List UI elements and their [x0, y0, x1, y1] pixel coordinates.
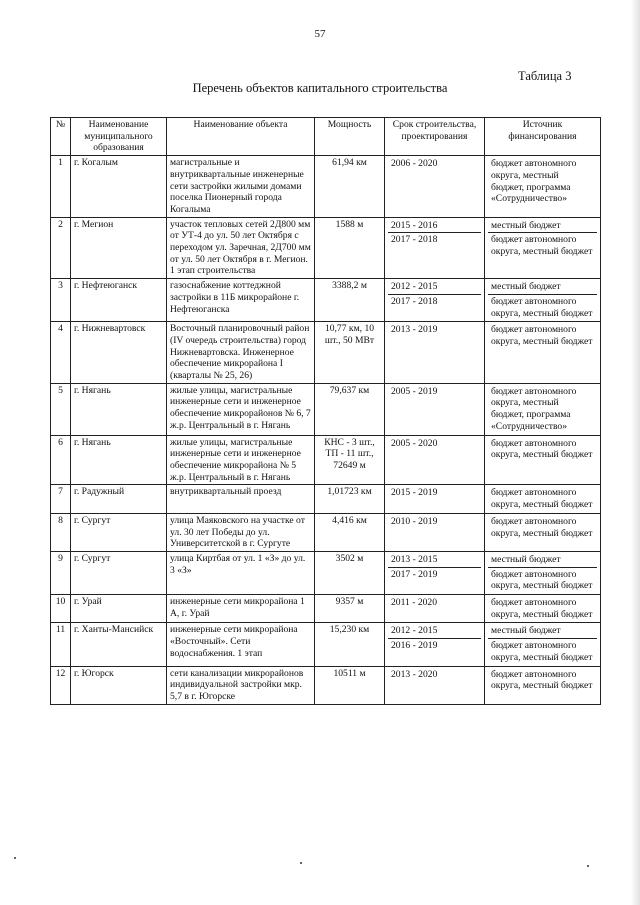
funding-source-value: бюджет автономного округа, местный бюджет, программа «Сотрудничество»: [491, 158, 577, 205]
period-value: 2017 - 2019: [391, 568, 438, 580]
table-row: [51, 156, 601, 218]
table-row: [51, 485, 601, 513]
funding-source-value: бюджет автономного округа, местный бюджет: [491, 487, 593, 511]
object-cell: магистральные и внутриквартальные инженерные сети застройки жилыми домами поселка Пионерный города Когалыма: [167, 156, 315, 218]
municipality-cell: г. Мегион: [71, 217, 167, 279]
header-capacity: Мощность: [315, 118, 385, 156]
header-num: №: [51, 118, 71, 156]
period-cell: [385, 156, 485, 218]
period-value: 2013 - 2019: [391, 324, 438, 336]
scan-speck: [587, 865, 589, 867]
table-row: [51, 551, 601, 594]
municipality-cell: г. Нефтеюганск: [71, 279, 167, 322]
object-cell: внутриквартальный проезд: [167, 485, 315, 513]
source-cell: [485, 513, 601, 551]
row-number: 10: [51, 595, 71, 623]
municipality-cell: г. Урай: [71, 595, 167, 623]
row-number: 4: [51, 322, 71, 384]
funding-source-value: бюджет автономного округа, местный бюджет: [491, 324, 593, 347]
source-cell: [485, 279, 601, 322]
source-cell: [485, 485, 601, 513]
funding-source-value: бюджет автономного округа, местный бюджет: [491, 437, 593, 461]
row-number: 11: [51, 623, 71, 666]
table-row: [51, 322, 601, 384]
capacity-cell: 1,01723 км: [315, 485, 385, 513]
source-cell: [485, 666, 601, 704]
scan-speck: [300, 862, 302, 864]
row-number: 8: [51, 513, 71, 551]
object-cell: Восточный планировочный район (IV очередь строительства) город Нижневартовска. Инженерное обеспечение микрорайона I (кварталы № 25, 26): [167, 322, 315, 384]
period-cell: [385, 279, 485, 322]
table-row: [51, 217, 601, 279]
period-cell: [385, 383, 485, 435]
row-number: 12: [51, 666, 71, 704]
municipality-cell: г. Сургут: [71, 513, 167, 551]
source-cell: [485, 322, 601, 384]
municipality-cell: г. Когалым: [71, 156, 167, 218]
scan-edge: [631, 0, 640, 905]
table-row: [51, 595, 601, 623]
header-municipality: Наименование муниципального образования: [71, 118, 167, 156]
funding-source-value: бюджет автономного округа, местный бюджет, программа «Сотрудничество»: [491, 385, 577, 432]
document-title: Перечень объектов капитального строительства: [192, 81, 448, 95]
period-cell: [385, 623, 485, 666]
row-number: 1: [51, 156, 71, 218]
funding-source-value: местный бюджет: [488, 219, 597, 234]
row-number: 7: [51, 485, 71, 513]
row-number: 2: [51, 217, 71, 279]
header-source: Источник финансирования: [485, 118, 601, 156]
capacity-cell: 79,637 км: [315, 383, 385, 435]
capacity-cell: КНС - 3 шт., ТП - 11 шт., 72649 м: [315, 435, 385, 485]
source-cell: [485, 623, 601, 666]
municipality-cell: г. Югорск: [71, 666, 167, 704]
municipality-cell: г. Нижневартовск: [71, 322, 167, 384]
funding-source-value: бюджет автономного округа, местный бюджет: [491, 295, 593, 319]
object-cell: улица Маяковского на участке от ул. 30 лет Победы до ул. Университетской в г. Сургуте: [167, 513, 315, 551]
table-row: [51, 383, 601, 435]
period-value: 2017 - 2018: [391, 295, 438, 307]
period-value: 2010 - 2019: [391, 515, 438, 527]
period-cell: [385, 322, 485, 384]
table-label: Таблица 3: [518, 69, 572, 83]
source-cell: [485, 156, 601, 218]
period-cell: [385, 551, 485, 594]
funding-source-value: бюджет автономного округа, местный бюджет: [491, 568, 593, 592]
source-cell: [485, 217, 601, 279]
object-cell: инженерные сети микрорайона 1 А, г. Урай: [167, 595, 315, 623]
header-period: Срок строительства, проектирования: [385, 118, 485, 156]
object-cell: инженерные сети микрорайона «Восточный». Сети водоснабжения. 1 этап: [167, 623, 315, 666]
funding-source-value: бюджет автономного округа, местный бюджет: [491, 234, 593, 258]
municipality-cell: г. Радужный: [71, 485, 167, 513]
funding-source-value: бюджет автономного округа, местный бюджет: [491, 515, 593, 539]
capacity-cell: 10511 м: [315, 666, 385, 704]
period-value: 2017 - 2018: [391, 234, 438, 246]
capacity-cell: 61,94 км: [315, 156, 385, 218]
row-number: 5: [51, 383, 71, 435]
municipality-cell: г. Нягань: [71, 435, 167, 485]
source-cell: [485, 595, 601, 623]
row-number: 9: [51, 551, 71, 594]
municipality-cell: г. Нягань: [71, 383, 167, 435]
object-cell: сети канализации микрорайонов индивидуальной застройки мкр. 5,7 в г. Югорске: [167, 666, 315, 704]
scan-speck: [14, 857, 16, 859]
period-value: 2011 - 2020: [391, 597, 438, 609]
period-cell: [385, 666, 485, 704]
table-row: [51, 279, 601, 322]
table-row: [51, 435, 601, 485]
object-cell: улица Киртбая от ул. 1 «З» до ул. 3 «З»: [167, 551, 315, 594]
page-number: 57: [314, 28, 326, 40]
period-value: 2005 - 2020: [391, 437, 438, 449]
capacity-cell: 15,230 км: [315, 623, 385, 666]
period-value: 2012 - 2015: [388, 624, 481, 639]
funding-source-value: местный бюджет: [488, 624, 597, 639]
municipality-cell: г. Ханты-Мансийск: [71, 623, 167, 666]
row-number: 3: [51, 279, 71, 322]
funding-source-value: бюджет автономного округа, местный бюджет: [491, 640, 593, 663]
period-cell: [385, 217, 485, 279]
table-body: [51, 156, 601, 705]
table-row: [51, 513, 601, 551]
funding-source-value: бюджет автономного округа, местный бюджет: [491, 597, 593, 620]
object-cell: жилые улицы, магистральные инженерные сети и инженерное обеспечение микрорайона № 5 ж.р. Центральный в г. Нягань: [167, 435, 315, 485]
funding-source-value: бюджет автономного округа, местный бюджет: [491, 668, 593, 692]
source-cell: [485, 435, 601, 485]
capacity-cell: 9357 м: [315, 595, 385, 623]
capacity-cell: 1588 м: [315, 217, 385, 279]
table-row: [51, 666, 601, 704]
capacity-cell: 3502 м: [315, 551, 385, 594]
period-cell: [385, 435, 485, 485]
period-value: 2006 - 2020: [391, 158, 438, 170]
period-value: 2016 - 2019: [391, 640, 438, 652]
period-value: 2012 - 2015: [388, 280, 481, 295]
period-value: 2005 - 2019: [391, 385, 438, 397]
row-number: 6: [51, 435, 71, 485]
period-value: 2013 - 2020: [391, 668, 438, 680]
period-cell: [385, 513, 485, 551]
objects-table: [50, 117, 601, 705]
table-row: [51, 623, 601, 666]
period-value: 2013 - 2015: [388, 553, 481, 568]
object-cell: жилые улицы, магистральные инженерные сети и инженерное обеспечение микрорайонов № 6, 7 ж.р. Центральный в г. Нягань: [167, 383, 315, 435]
period-value: 2015 - 2019: [391, 487, 438, 499]
period-cell: [385, 595, 485, 623]
header-object: Наименование объекта: [167, 118, 315, 156]
object-cell: газоснабжение коттеджной застройки в 11Б микрорайоне г. Нефтеюганска: [167, 279, 315, 322]
source-cell: [485, 551, 601, 594]
table-header-row: [51, 118, 601, 156]
capacity-cell: 4,416 км: [315, 513, 385, 551]
capacity-cell: 10,77 км, 10 шт., 50 МВт: [315, 322, 385, 384]
capacity-cell: 3388,2 м: [315, 279, 385, 322]
municipality-cell: г. Сургут: [71, 551, 167, 594]
object-cell: участок тепловых сетей 2Д800 мм от УТ-4 до ул. 50 лет Октября с переходом ул. Заречная, 2Д700 мм от ул. 50 лет Октября в г. Мегион. 1 этап строительства: [167, 217, 315, 279]
funding-source-value: местный бюджет: [488, 280, 597, 295]
source-cell: [485, 383, 601, 435]
period-cell: [385, 485, 485, 513]
period-value: 2015 - 2016: [388, 219, 481, 234]
funding-source-value: местный бюджет: [488, 553, 597, 568]
